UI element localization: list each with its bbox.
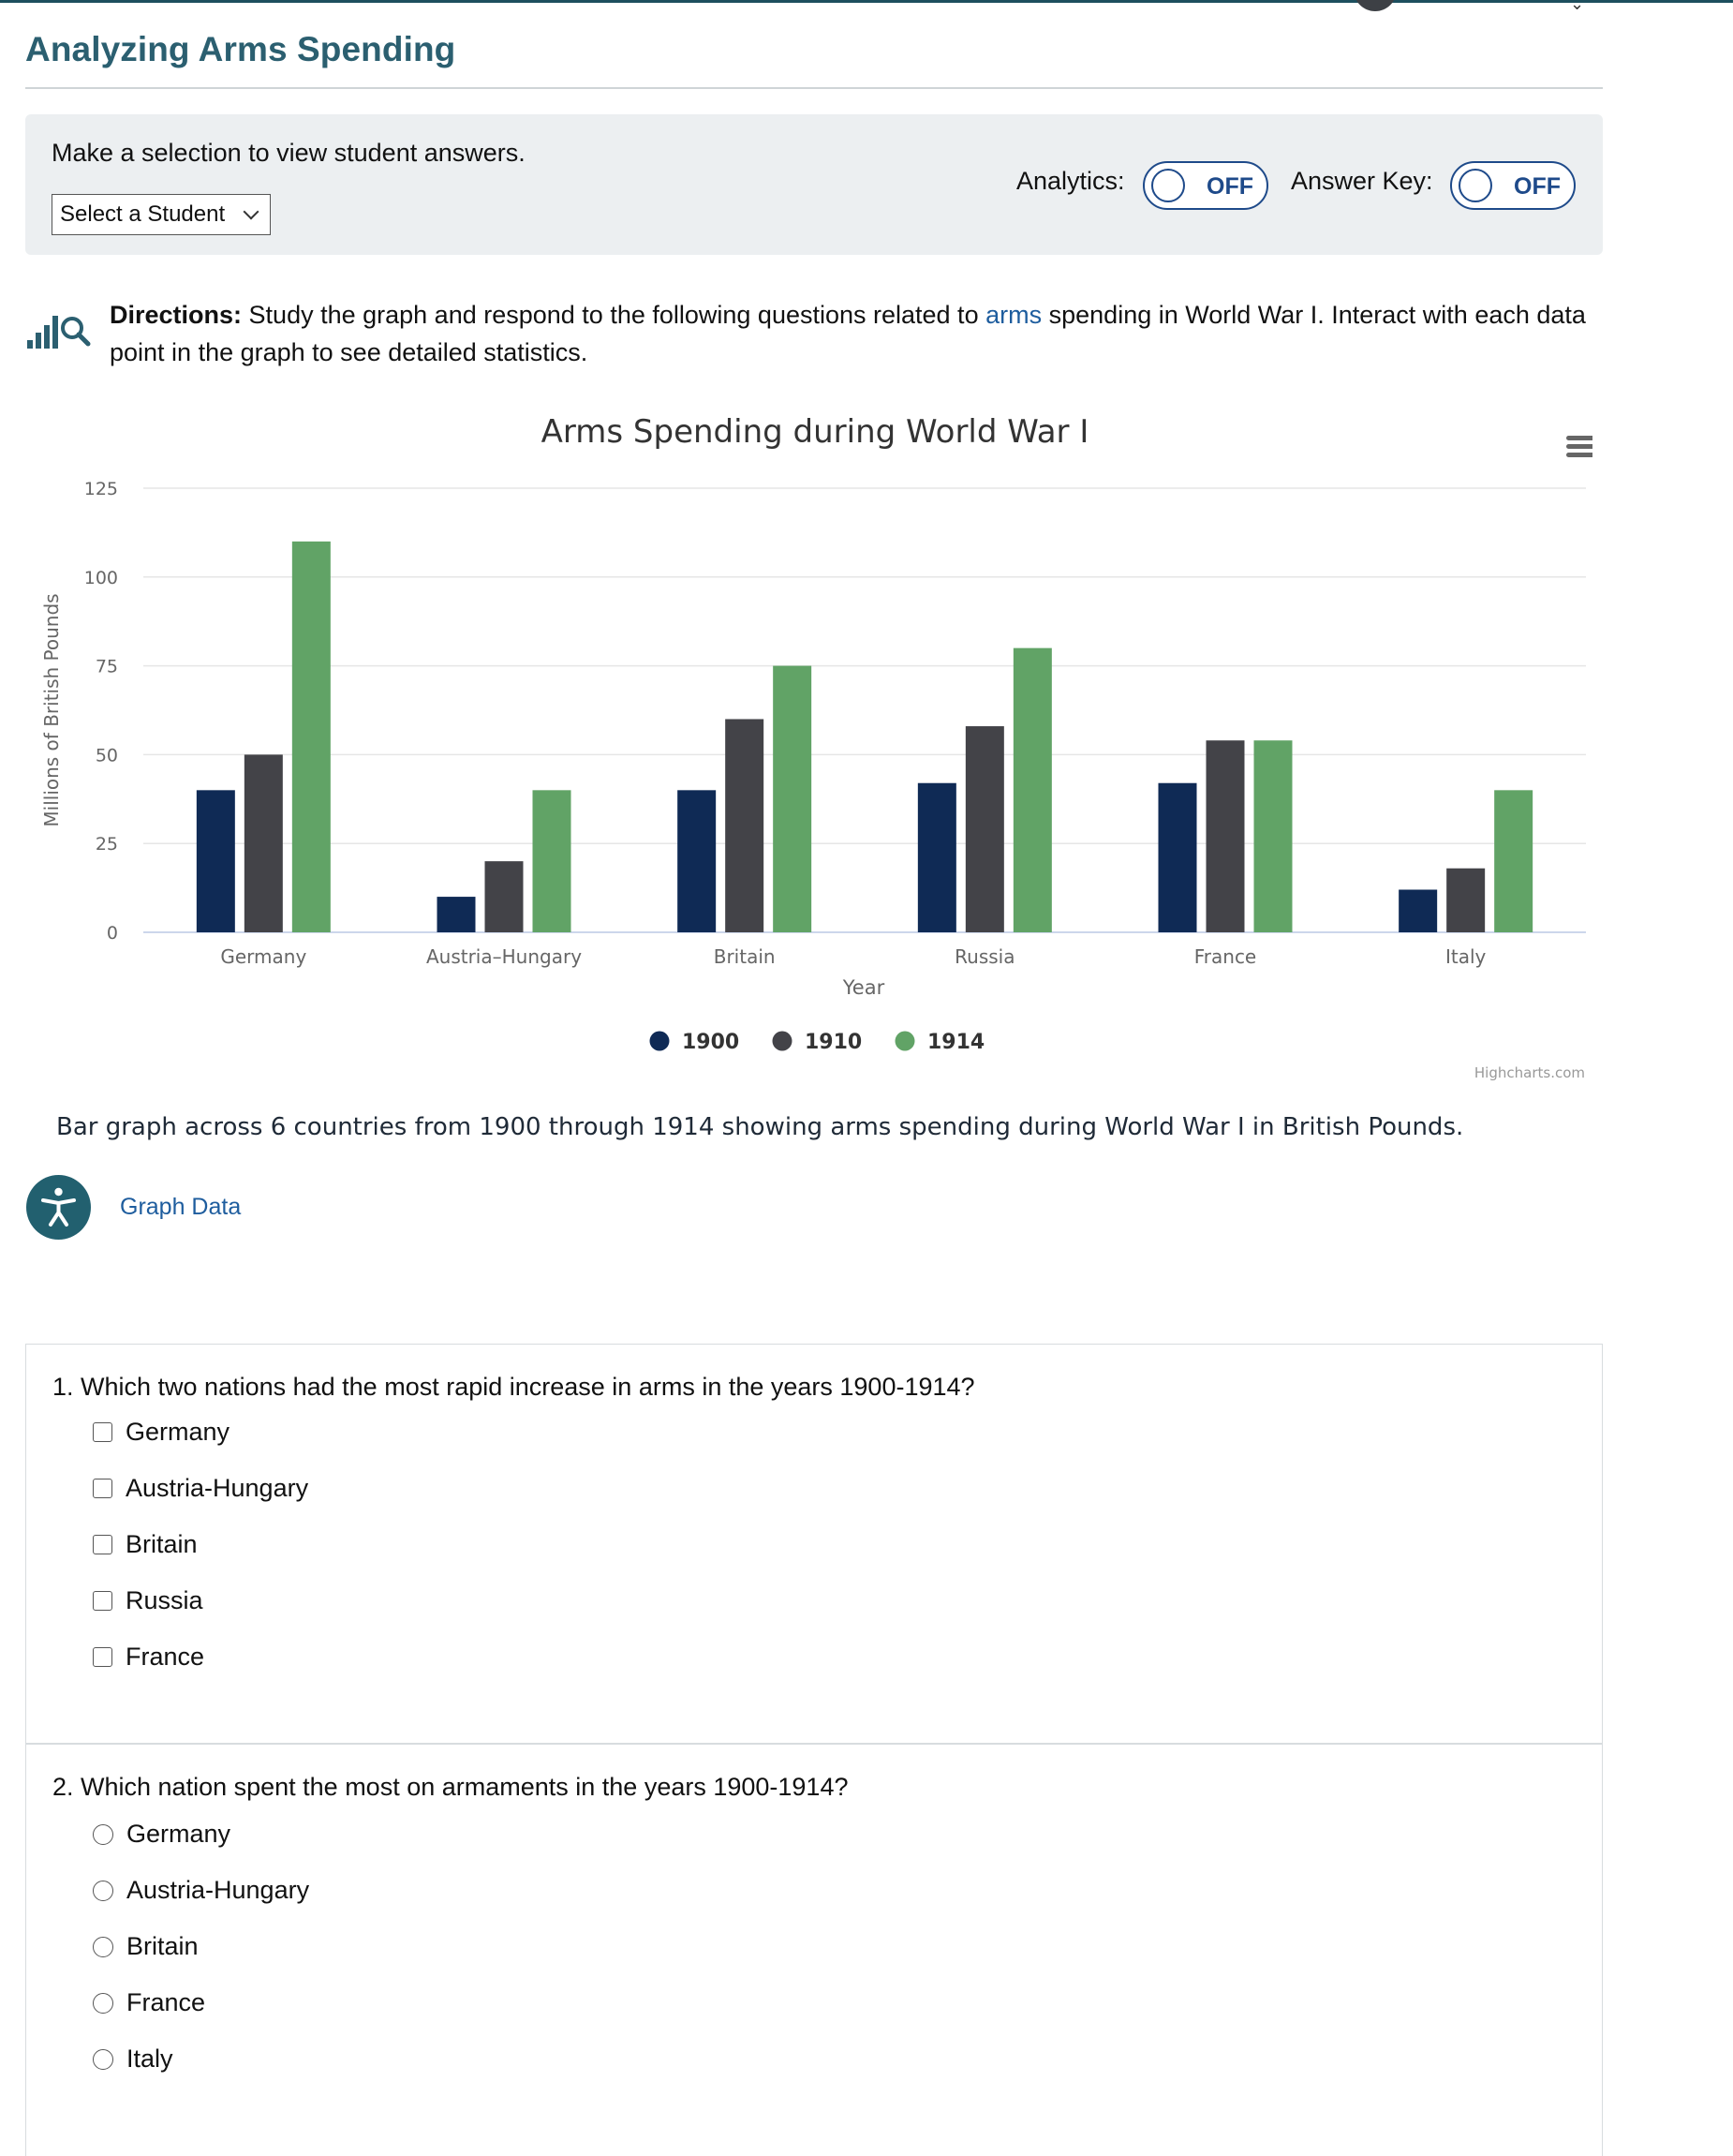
q1-option[interactable] (93, 1530, 198, 1559)
directions-bold: Directions: (110, 301, 243, 329)
option-label: Russia (126, 1586, 203, 1614)
legend-marker (896, 1032, 915, 1051)
legend-marker (650, 1032, 670, 1051)
top-border (0, 0, 1733, 3)
legend-label: 1914 (927, 1031, 985, 1054)
chevron-down-icon (244, 204, 259, 220)
analytics-label: Analytics: (1016, 167, 1125, 195)
legend-item-1910[interactable] (773, 1031, 863, 1054)
answer-key-toggle[interactable] (1450, 161, 1576, 210)
y-tick-label: 50 (95, 745, 118, 766)
q1-option[interactable] (93, 1474, 308, 1503)
question-1 (25, 1344, 1603, 1744)
option-label: Britain (126, 1530, 198, 1558)
checkbox[interactable] (93, 1591, 112, 1611)
bar-1914-russia[interactable] (1014, 648, 1052, 932)
user-avatar[interactable] (1354, 0, 1397, 11)
radio-button[interactable] (93, 1993, 113, 2014)
accessibility-icon (26, 1175, 91, 1240)
q2-option[interactable] (93, 1876, 309, 1905)
checkbox[interactable] (93, 1535, 112, 1554)
legend-item-1900[interactable] (650, 1031, 740, 1054)
accessibility-button[interactable] (26, 1175, 91, 1240)
bar-1900-france[interactable] (1159, 783, 1197, 932)
y-tick-label: 75 (95, 656, 118, 677)
toggle-knob (1459, 169, 1492, 202)
option-label: Britain (126, 1932, 199, 1960)
bar-1900-germany[interactable] (197, 790, 235, 932)
graph-data-link[interactable]: Graph Data (120, 1194, 242, 1220)
radio-button[interactable] (93, 2049, 113, 2070)
option-label: Italy (126, 2044, 173, 2073)
legend-label: 1900 (682, 1031, 740, 1054)
option-label: France (126, 1643, 205, 1671)
toggle-knob (1151, 169, 1185, 202)
y-tick-label: 125 (83, 479, 118, 499)
directions-text (110, 296, 1599, 371)
option-label: Austria-Hungary (126, 1474, 309, 1502)
x-tick-label: Britain (713, 945, 776, 968)
y-axis-title: Millions of British Pounds (40, 593, 63, 827)
x-axis-title: Year (842, 976, 885, 999)
question-2 (25, 1744, 1603, 2156)
q1-option[interactable] (93, 1643, 204, 1672)
y-tick-label: 0 (106, 923, 118, 944)
radio-button[interactable] (93, 1881, 113, 1901)
chart-credits[interactable]: Highcharts.com (1474, 1064, 1585, 1081)
student-select[interactable] (52, 194, 271, 235)
directions-before-link: Study the graph and respond to the following questions related to (248, 301, 979, 329)
checkbox[interactable] (93, 1647, 112, 1667)
bar-1900-britain[interactable] (677, 790, 716, 932)
panel-prompt: Make a selection to view student answers. (52, 139, 526, 167)
arms-spending-chart (28, 412, 1592, 1087)
student-select-value: Select a Student (60, 201, 226, 227)
option-label: Germany (126, 1820, 231, 1848)
x-tick-label: Italy (1444, 945, 1487, 968)
bar-1914-italy[interactable] (1494, 790, 1533, 932)
chart-caption: Bar graph across 6 countries from 1900 through 1914 showing arms spending during World War I in British Pounds. (56, 1113, 1464, 1141)
legend-item-1914[interactable] (896, 1031, 985, 1054)
bar-1900-austria-hungary[interactable] (437, 897, 476, 932)
bar-1914-britain[interactable] (773, 666, 811, 932)
student-answers-panel (25, 114, 1603, 255)
bar-1910-germany[interactable] (244, 754, 283, 932)
y-tick-label: 25 (95, 834, 118, 855)
bar-1914-austria-hungary[interactable] (533, 790, 571, 932)
option-label: France (126, 1988, 206, 2016)
option-label: Austria-Hungary (126, 1876, 310, 1904)
directions-after-link: spending in World War I. Interact with each data point in the graph to see detailed statistics. (110, 301, 1586, 366)
q1-option[interactable] (93, 1418, 230, 1447)
radio-button[interactable] (93, 1824, 113, 1845)
bar-1914-france[interactable] (1254, 740, 1293, 932)
bar-1900-italy[interactable] (1399, 889, 1437, 932)
bar-1910-france[interactable] (1207, 740, 1245, 932)
legend-marker (773, 1032, 792, 1051)
question-text: 1. Which two nations had the most rapid increase in arms in the years 1900-1914? (52, 1373, 975, 1401)
analytics-toggle[interactable] (1143, 161, 1268, 210)
bar-1910-italy[interactable] (1446, 869, 1485, 932)
radio-button[interactable] (93, 1937, 113, 1957)
q2-option[interactable] (93, 1988, 205, 2017)
option-label: Germany (126, 1418, 230, 1446)
x-tick-label: France (1193, 945, 1257, 968)
arms-link[interactable]: arms (985, 301, 1043, 329)
q2-option[interactable] (93, 2044, 173, 2074)
bar-1900-russia[interactable] (918, 783, 956, 932)
bar-1910-austria-hungary[interactable] (485, 861, 524, 932)
x-tick-label: Russia (955, 945, 1015, 968)
checkbox[interactable] (93, 1422, 112, 1442)
title-divider (25, 87, 1603, 89)
x-tick-label: Germany (220, 945, 307, 968)
x-tick-label: Austria–Hungary (425, 945, 583, 968)
q2-option[interactable] (93, 1820, 230, 1849)
bar-1914-germany[interactable] (292, 542, 331, 932)
chart-menu-icon[interactable] (1566, 436, 1592, 457)
chart-title: Arms Spending during World War I (541, 413, 1089, 451)
q1-option[interactable] (93, 1586, 203, 1615)
checkbox[interactable] (93, 1479, 112, 1498)
bar-1910-britain[interactable] (725, 719, 763, 932)
y-tick-label: 100 (83, 567, 118, 588)
graph-search-icon (27, 314, 91, 351)
analytics-state: OFF (1207, 173, 1253, 200)
answer-key-label: Answer Key: (1291, 167, 1433, 195)
bar-1910-russia[interactable] (966, 726, 1004, 932)
page-title: Analyzing Arms Spending (25, 30, 456, 68)
q2-option[interactable] (93, 1932, 199, 1961)
question-text: 2. Which nation spent the most on armaments in the years 1900-1914? (52, 1773, 849, 1801)
user-menu-chevron-icon[interactable]: ⌄ (1570, 0, 1585, 13)
legend-label: 1910 (805, 1031, 863, 1054)
answer-key-state: OFF (1514, 173, 1561, 200)
